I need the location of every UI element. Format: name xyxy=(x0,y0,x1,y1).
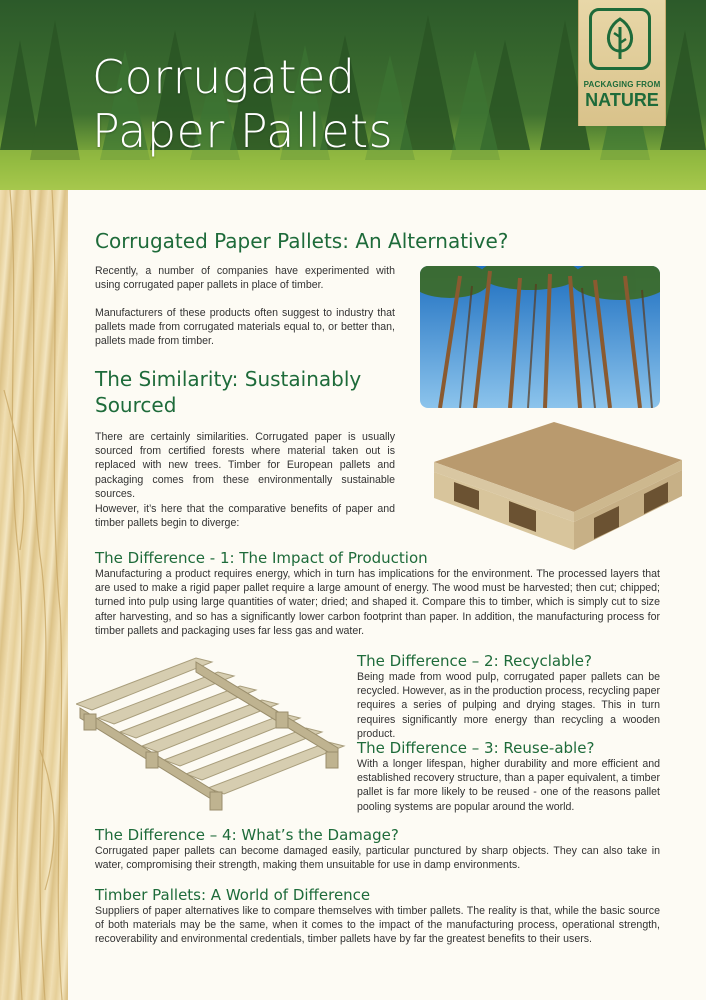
difference-3-body: With a longer lifespan, higher durability and more efficient and established recovery structure, than a paper equivalent, a timber pallet is far more likely to be reused - one of the reasons pallet pooling systems are popular around the world. xyxy=(357,758,660,813)
page-title xyxy=(92,50,393,158)
logo-text-top: PACKAGING FROM xyxy=(583,80,661,89)
difference-2-body: Being made from wood pulp, corrugated paper pallets can be recycled. However, as in the production process, recycling paper requires a series of pulping and drying stages. This in turn requires significantly more energy than recycling a wooden product. xyxy=(357,671,660,740)
packaging-from-nature-logo xyxy=(578,0,666,126)
paper-pallet-image xyxy=(424,412,692,552)
title-line-1: Corrugated xyxy=(92,50,356,104)
tree-logo-icon xyxy=(589,8,651,70)
heading-difference-2: The Difference – 2: Recyclable? xyxy=(357,652,592,670)
similarity-paragraph-1: There are certainly similarities. Corrugated paper is usually sourced from certified forests where material taken out is replaced with new trees. Timber for European pallets and packaging comes from these environmentally sustainable sources. xyxy=(95,431,395,500)
heading-similarity xyxy=(95,366,395,418)
alternative-paragraph-2: Manufacturers of these products often suggest to industry that pallets made from corrugated materials equal to, or better than, pallets made from timber. xyxy=(95,307,395,348)
heading-alternative: Corrugated Paper Pallets: An Alternative? xyxy=(95,229,509,253)
wood-grain-sidebar xyxy=(0,190,68,1000)
heading-difference-4: The Difference – 4: What’s the Damage? xyxy=(95,826,399,844)
difference-1-body: Manufacturing a product requires energy, which in turn has implications for the environment. The processed layers that are used to make a rigid paper pallet require a large amount of energy. The wood must be harvested; then cut; chipped; turned into pulp using large quantities of water; dried; and shaped it. Compare this to timber, which is simply cut to size after harvesting, and so has a significantly lower carbon footprint than paper. In addition, the manufacturing process for timber pallets and packaging uses far less gas and water. xyxy=(95,568,660,637)
heading-timber-pallets: Timber Pallets: A World of Difference xyxy=(95,886,371,904)
forest-photo xyxy=(420,266,660,408)
timber-pallets-body: Suppliers of paper alternatives like to compare themselves with timber pallets. The reality is that, while the basic source of both materials may be the same, when it comes to the impact of the manufacturing process, operational strength, recoverability and environmental credentials, timber pallets have by far the greatest benefits to their users. xyxy=(95,905,660,946)
timber-pallet-image xyxy=(76,652,354,812)
heading-difference-1: The Difference - 1: The Impact of Production xyxy=(95,549,428,567)
heading-difference-3: The Difference – 3: Reuse-able? xyxy=(357,739,595,757)
title-line-2: Paper Pallets xyxy=(92,104,394,158)
difference-4-body: Corrugated paper pallets can become damaged easily, particular punctured by sharp objects. They can also take in water, compromising their strength, making them unsuitable for use in damp environments. xyxy=(95,845,660,872)
similarity-heading-line-2: Sourced xyxy=(95,393,177,417)
similarity-paragraph-2: However, it’s here that the comparative benefits of paper and timber pallets begin to diverge: xyxy=(95,503,395,530)
alternative-paragraph-1: Recently, a number of companies have experimented with using corrugated paper pallets in place of timber. xyxy=(95,265,395,292)
logo-text-bottom: NATURE xyxy=(585,90,659,110)
similarity-heading-line-1: The Similarity: Sustainably xyxy=(95,367,362,391)
content-panel xyxy=(68,190,706,1000)
header-banner xyxy=(0,0,706,190)
